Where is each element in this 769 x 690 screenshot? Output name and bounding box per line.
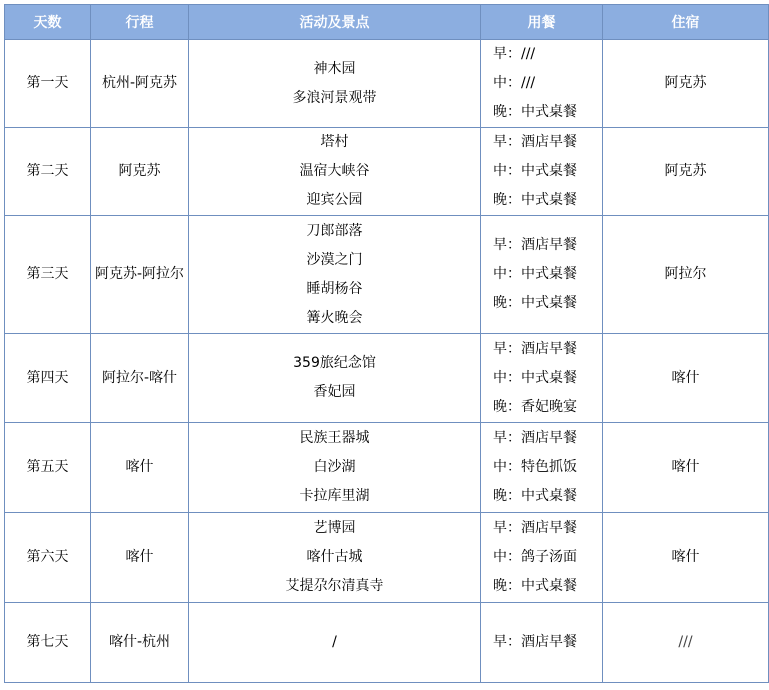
header-lodging: 住宿 [603, 5, 769, 40]
activity-item: 359旅纪念馆 [293, 355, 376, 371]
table-row [5, 40, 769, 128]
activities-cell [189, 216, 481, 334]
header-day: 天数 [5, 5, 91, 40]
table-row [5, 128, 769, 216]
lodging-cell: /// [603, 603, 769, 683]
meal-item: 晚：中式桌餐 [493, 488, 577, 504]
meal-item: 晚：香妃晚宴 [493, 398, 577, 415]
meal-item: 早：酒店早餐 [493, 340, 577, 357]
meal-item: 中：中式桌餐 [493, 266, 577, 282]
activity-item: 刀郎部落 [306, 222, 363, 239]
meal-item: 早：酒店早餐 [493, 634, 577, 650]
activities-cell [189, 423, 481, 513]
route-cell: 杭州-阿克苏 [91, 40, 189, 128]
table-row [5, 216, 769, 334]
route-cell: 阿拉尔-喀什 [91, 334, 189, 423]
activity-item: 香妃园 [313, 384, 356, 400]
meal-item: 晚：中式桌餐 [493, 295, 577, 311]
day-cell: 第二天 [5, 128, 91, 216]
activity-item: 民族王器城 [299, 430, 370, 446]
route-cell: 喀什 [91, 423, 189, 513]
meal-item: 早：酒店早餐 [493, 134, 577, 150]
header-route: 行程 [91, 5, 189, 40]
activity-item: 艺博园 [313, 520, 356, 536]
activities-cell [189, 128, 481, 216]
meals-cell [481, 216, 603, 334]
table-row [5, 423, 769, 513]
lodging-cell: 喀什 [603, 513, 769, 603]
route-cell: 喀什 [91, 513, 189, 603]
activities-cell [189, 603, 481, 683]
activity-item: 温宿大峡谷 [299, 163, 370, 179]
day-cell: 第三天 [5, 216, 91, 334]
activity-item: 卡拉库里湖 [299, 488, 370, 504]
route-cell: 喀什-杭州 [91, 603, 189, 683]
meal-item: 早：/// [493, 46, 536, 62]
lodging-cell: 阿克苏 [603, 40, 769, 128]
itinerary-table [4, 4, 769, 683]
activity-item: 迎宾公园 [306, 192, 363, 208]
meal-item: 晚：中式桌餐 [493, 104, 577, 120]
activity-item: 篝火晚会 [306, 309, 363, 326]
header-row [5, 5, 769, 40]
activity-item: 神木园 [313, 60, 356, 77]
activity-item: 睡胡杨谷 [306, 280, 363, 297]
activity-item: 沙漠之门 [306, 251, 363, 268]
header-meals: 用餐 [481, 5, 603, 40]
activities-cell [189, 40, 481, 128]
lodging-cell: 喀什 [603, 334, 769, 423]
header-activities: 活动及景点 [189, 5, 481, 40]
meal-item: 早：酒店早餐 [493, 430, 577, 446]
day-cell: 第一天 [5, 40, 91, 128]
lodging-cell: 阿克苏 [603, 128, 769, 216]
day-cell: 第五天 [5, 423, 91, 513]
meals-cell [481, 423, 603, 513]
meal-item: 中：中式桌餐 [493, 163, 577, 179]
activity-item: 喀什古城 [306, 549, 363, 565]
day-cell: 第七天 [5, 603, 91, 683]
meal-item: 早：酒店早餐 [493, 520, 577, 536]
meals-cell [481, 40, 603, 128]
meals-cell [481, 603, 603, 683]
day-cell: 第四天 [5, 334, 91, 423]
meal-item: 中：/// [493, 75, 536, 91]
meals-cell [481, 334, 603, 423]
activity-item: 塔村 [320, 134, 349, 150]
table-row [5, 513, 769, 603]
meals-cell [481, 513, 603, 603]
meal-item: 晚：中式桌餐 [493, 578, 577, 594]
meals-cell [481, 128, 603, 216]
lodging-cell: 喀什 [603, 423, 769, 513]
meal-item: 早：酒店早餐 [493, 237, 577, 253]
lodging-cell: 阿拉尔 [603, 216, 769, 334]
activities-cell [189, 334, 481, 423]
activity-item: / [332, 634, 337, 650]
activities-cell [189, 513, 481, 603]
meal-item: 中：特色抓饭 [493, 459, 577, 475]
activity-item: 多浪河景观带 [292, 89, 377, 106]
meal-item: 晚：中式桌餐 [493, 192, 577, 208]
route-cell: 阿克苏 [91, 128, 189, 216]
meal-item: 中：鸽子汤面 [493, 549, 577, 565]
activity-item: 艾提尕尔清真寺 [285, 578, 384, 594]
activity-item: 白沙湖 [313, 459, 356, 475]
day-cell: 第六天 [5, 513, 91, 603]
table-row [5, 603, 769, 683]
meal-item: 中：中式桌餐 [493, 369, 577, 386]
table-row [5, 334, 769, 423]
route-cell: 阿克苏-阿拉尔 [91, 216, 189, 334]
